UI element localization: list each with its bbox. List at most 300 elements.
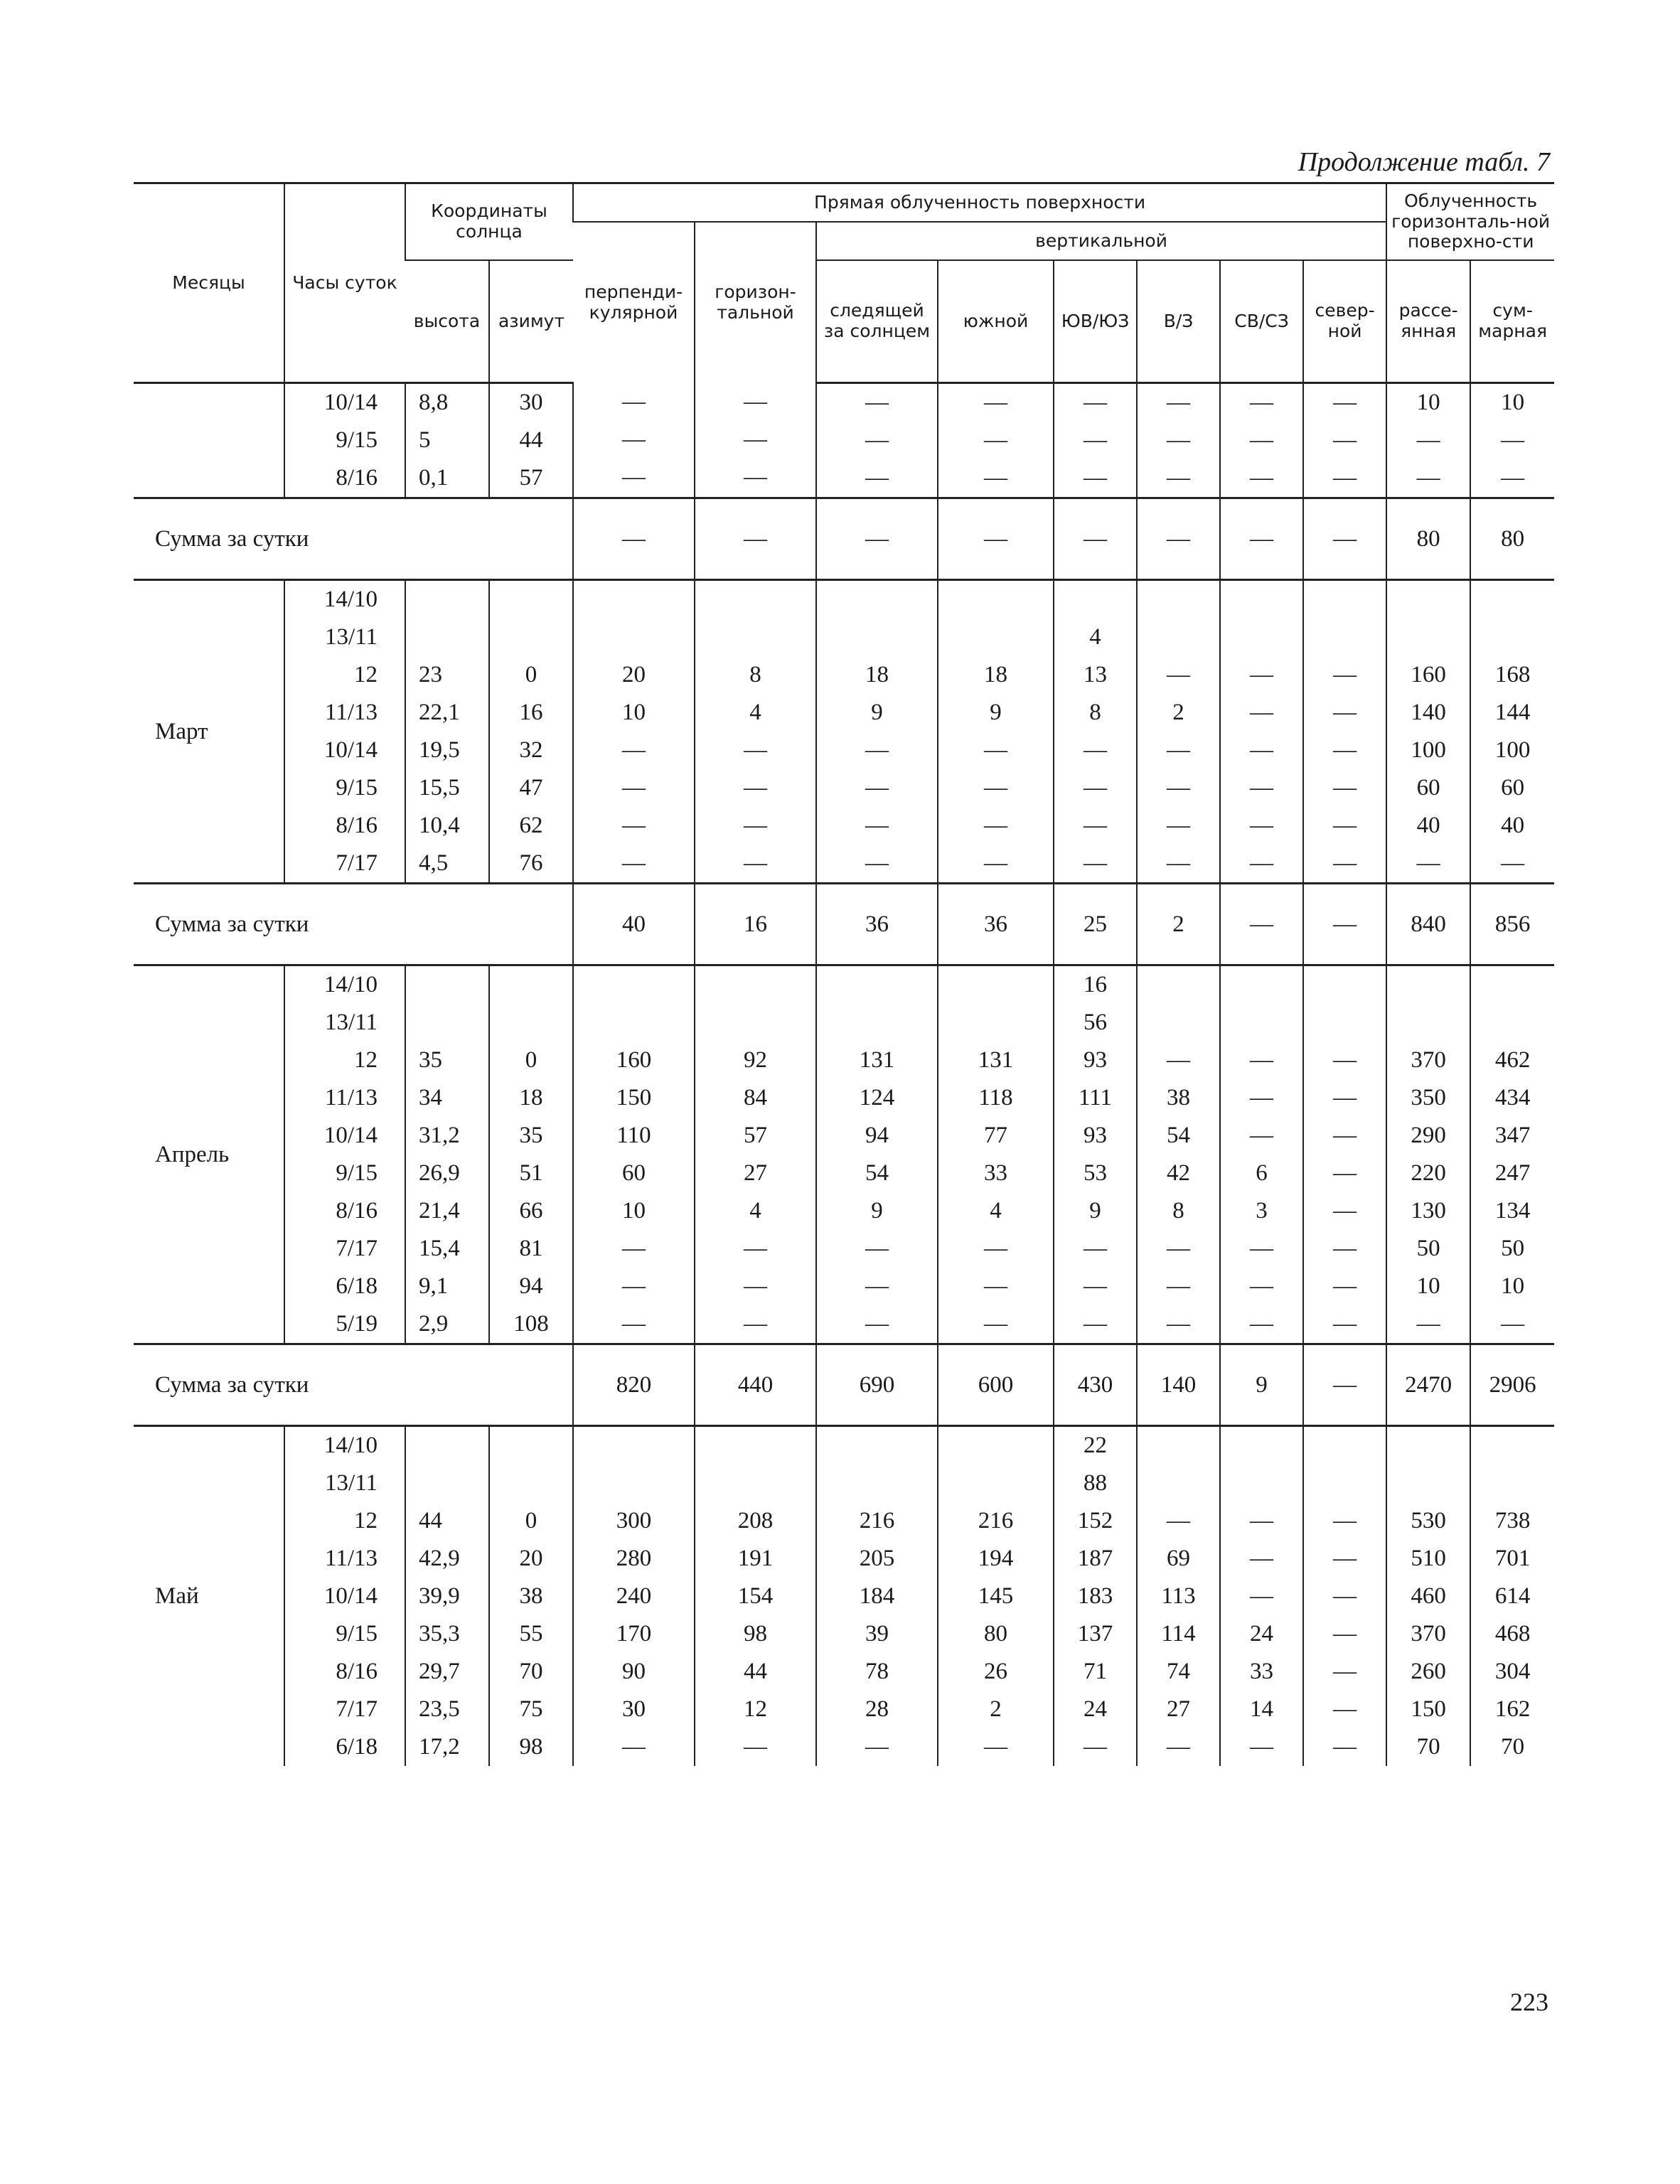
azimuth-cell bbox=[490, 581, 572, 619]
total-column bbox=[1470, 1426, 1554, 1767]
azimuth-cell: 108 bbox=[513, 1311, 549, 1337]
south-cell: 118 bbox=[978, 1085, 1013, 1110]
ne-nw-cell bbox=[1221, 1004, 1302, 1042]
header-vertical: вертикальной bbox=[816, 222, 1386, 260]
azimuth-cell: 0 bbox=[525, 1508, 537, 1533]
month-block bbox=[134, 965, 1554, 1344]
total-cell: — bbox=[1501, 1311, 1525, 1337]
altitude-column bbox=[405, 580, 489, 884]
altitude-cell bbox=[419, 1465, 488, 1502]
diffuse-cell: — bbox=[1416, 1311, 1440, 1337]
horizontal-cell bbox=[695, 1465, 815, 1502]
azimuth-cell bbox=[490, 1465, 572, 1502]
ne-nw-cell: — bbox=[1250, 1311, 1274, 1337]
tracking-cell: — bbox=[865, 775, 889, 801]
se-sw-cell: 111 bbox=[1078, 1085, 1113, 1110]
se-sw-column bbox=[1054, 383, 1137, 498]
altitude-cell: 5 bbox=[419, 427, 431, 453]
se-sw-cell: — bbox=[1084, 1734, 1108, 1760]
ne-nw-cell: — bbox=[1250, 427, 1274, 453]
ne-nw-cell: — bbox=[1250, 1123, 1274, 1148]
azimuth-column bbox=[489, 1426, 573, 1767]
total-cell bbox=[1471, 1004, 1554, 1042]
diffuse-column bbox=[1386, 580, 1470, 884]
tracking-cell bbox=[817, 966, 937, 1004]
altitude-cell: 19,5 bbox=[419, 737, 460, 763]
azimuth-cell: 51 bbox=[519, 1160, 543, 1186]
perpendicular-cell: — bbox=[622, 426, 646, 452]
e-w-cell: — bbox=[1167, 1311, 1191, 1337]
hours-cell: 9/15 bbox=[336, 427, 378, 453]
tracking-column bbox=[816, 383, 938, 498]
altitude-cell bbox=[419, 1427, 488, 1465]
diffuse-cell bbox=[1387, 1004, 1470, 1042]
altitude-cell: 2,9 bbox=[419, 1311, 449, 1337]
se-sw-cell: — bbox=[1084, 737, 1108, 763]
tracking-cell: 18 bbox=[865, 662, 889, 687]
azimuth-cell bbox=[490, 1427, 572, 1465]
horizontal-cell bbox=[695, 581, 815, 619]
ne-nw-cell bbox=[1221, 1427, 1302, 1465]
se-sw-cell: 93 bbox=[1084, 1047, 1108, 1073]
hours-cell: 5/19 bbox=[336, 1311, 378, 1337]
se-sw-column bbox=[1054, 1426, 1137, 1767]
se-sw-cell: 71 bbox=[1084, 1659, 1108, 1684]
total-cell bbox=[1471, 581, 1554, 619]
south-cell: 2 bbox=[990, 1696, 1002, 1722]
total-cell: — bbox=[1501, 465, 1525, 491]
se-sw-cell: 187 bbox=[1077, 1546, 1113, 1571]
azimuth-cell: 44 bbox=[519, 427, 543, 453]
e-w-cell: — bbox=[1167, 427, 1191, 453]
hours-cell: 8/16 bbox=[336, 1659, 378, 1684]
total-cell: 304 bbox=[1494, 1659, 1531, 1684]
total-cell: 347 bbox=[1494, 1123, 1531, 1148]
horizontal-cell: 154 bbox=[737, 1583, 774, 1609]
perpendicular-cell: 150 bbox=[616, 1085, 652, 1110]
total-cell: 468 bbox=[1494, 1621, 1531, 1647]
diffuse-cell: 130 bbox=[1411, 1198, 1446, 1224]
se-sw-cell: — bbox=[1084, 1311, 1108, 1337]
azimuth-cell: 0 bbox=[525, 1047, 537, 1073]
azimuth-cell: 38 bbox=[519, 1583, 543, 1609]
e-w-cell: — bbox=[1167, 465, 1191, 491]
tracking-cell: 216 bbox=[859, 1508, 895, 1533]
e-w-cell: — bbox=[1167, 1236, 1191, 1261]
tracking-cell: — bbox=[865, 850, 889, 876]
horizontal-cell: 8 bbox=[749, 662, 761, 687]
azimuth-cell: 0 bbox=[525, 662, 537, 687]
se-sw-cell: 13 bbox=[1084, 662, 1108, 687]
se-sw-cell: 24 bbox=[1084, 1696, 1108, 1722]
total-column bbox=[1470, 580, 1554, 884]
altitude-column bbox=[405, 383, 489, 498]
ne-nw-cell: — bbox=[1250, 1273, 1274, 1299]
daily-sum-label: Сумма за сутки bbox=[134, 884, 573, 965]
total-cell: 162 bbox=[1494, 1696, 1531, 1722]
ne-nw-column bbox=[1220, 1426, 1303, 1767]
azimuth-cell: 55 bbox=[519, 1621, 543, 1647]
header-perpendicular: перпенди-кулярной bbox=[584, 282, 683, 323]
tracking-cell: 9 bbox=[871, 1198, 883, 1224]
azimuth-cell: 32 bbox=[519, 737, 543, 763]
ne-nw-cell: 3 bbox=[1256, 1198, 1268, 1224]
daily-sum-row bbox=[134, 498, 1554, 580]
north-column bbox=[1303, 580, 1386, 884]
north-cell: — bbox=[1333, 737, 1357, 763]
hours-cell: 10/14 bbox=[323, 737, 378, 763]
e-w-cell: 42 bbox=[1167, 1160, 1191, 1186]
se-sw-cell bbox=[1054, 581, 1136, 619]
diffuse-cell: 530 bbox=[1411, 1508, 1446, 1533]
hours-cell: 12 bbox=[354, 662, 378, 687]
south-cell: — bbox=[984, 1236, 1008, 1261]
north-cell: — bbox=[1333, 700, 1357, 725]
header-total: сум-марная bbox=[1470, 260, 1554, 383]
azimuth-cell bbox=[490, 1004, 572, 1042]
se-sw-cell: — bbox=[1084, 1236, 1108, 1261]
ne-nw-cell: — bbox=[1250, 813, 1274, 838]
month-name bbox=[134, 1426, 284, 1767]
south-column bbox=[938, 965, 1054, 1344]
total-cell: 738 bbox=[1494, 1508, 1531, 1533]
ne-nw-cell: — bbox=[1250, 850, 1274, 876]
azimuth-cell: 81 bbox=[519, 1236, 543, 1261]
daily-sum-ne-nw: — bbox=[1220, 884, 1303, 965]
azimuth-cell bbox=[490, 966, 572, 1004]
month-name bbox=[134, 965, 284, 1344]
diffuse-cell: 100 bbox=[1411, 737, 1446, 763]
perpendicular-cell: 280 bbox=[616, 1546, 652, 1571]
daily-sum-total: 80 bbox=[1470, 498, 1554, 580]
horizontal-cell bbox=[695, 1004, 815, 1042]
south-cell: — bbox=[984, 1734, 1008, 1760]
diffuse-column bbox=[1386, 965, 1470, 1344]
tracking-cell: — bbox=[865, 1311, 889, 1337]
altitude-cell: 17,2 bbox=[419, 1734, 460, 1760]
daily-sum-label: Сумма за сутки bbox=[134, 498, 573, 580]
altitude-cell: 39,9 bbox=[419, 1583, 460, 1609]
se-sw-cell: — bbox=[1084, 775, 1108, 801]
e-w-cell: 27 bbox=[1167, 1696, 1191, 1722]
month-name bbox=[134, 580, 284, 884]
ne-nw-cell: 6 bbox=[1256, 1160, 1268, 1186]
daily-sum-tracking: 690 bbox=[816, 1344, 938, 1426]
horizontal-cell: 208 bbox=[737, 1508, 774, 1533]
e-w-cell bbox=[1138, 1465, 1219, 1502]
total-cell: 462 bbox=[1494, 1047, 1531, 1073]
perpendicular-cell: 10 bbox=[622, 700, 646, 725]
e-w-cell: — bbox=[1167, 662, 1191, 687]
e-w-cell: 2 bbox=[1172, 700, 1184, 725]
diffuse-cell: 50 bbox=[1416, 1236, 1440, 1261]
header-ne-nw: СВ/СЗ bbox=[1220, 260, 1303, 383]
tracking-cell: 54 bbox=[865, 1160, 889, 1186]
perpendicular-column bbox=[573, 965, 695, 1344]
south-cell: 216 bbox=[978, 1508, 1014, 1533]
header-altitude: высота bbox=[405, 260, 489, 383]
header-south: южной bbox=[938, 260, 1054, 383]
diffuse-cell bbox=[1387, 1465, 1470, 1502]
horizontal-cell: — bbox=[744, 1734, 768, 1760]
hours-cell: 14/10 bbox=[323, 1433, 378, 1458]
daily-sum-tracking: 36 bbox=[816, 884, 938, 965]
south-cell: — bbox=[984, 390, 1008, 415]
altitude-cell: 23,5 bbox=[419, 1696, 460, 1722]
horizontal-column bbox=[695, 383, 816, 498]
north-cell: — bbox=[1333, 1047, 1357, 1073]
south-cell: — bbox=[984, 1311, 1008, 1337]
hours-cell: 13/11 bbox=[325, 1470, 378, 1496]
south-cell: 80 bbox=[984, 1621, 1008, 1647]
north-cell: — bbox=[1333, 1236, 1357, 1261]
altitude-cell: 10,4 bbox=[419, 813, 460, 838]
north-cell bbox=[1304, 619, 1386, 656]
se-sw-cell: — bbox=[1084, 850, 1108, 876]
total-cell: 144 bbox=[1494, 700, 1531, 725]
perpendicular-column bbox=[573, 383, 695, 498]
perpendicular-cell: — bbox=[622, 850, 646, 876]
perpendicular-cell bbox=[574, 581, 694, 619]
total-cell bbox=[1471, 1427, 1554, 1465]
month-label: Март bbox=[155, 718, 208, 744]
diffuse-cell: 140 bbox=[1411, 700, 1446, 725]
altitude-cell: 35 bbox=[419, 1047, 442, 1073]
south-cell bbox=[938, 619, 1053, 656]
south-cell: — bbox=[984, 813, 1008, 838]
diffuse-cell bbox=[1387, 581, 1470, 619]
hours-cell: 11/13 bbox=[325, 1085, 378, 1110]
total-cell: 434 bbox=[1494, 1085, 1531, 1110]
hours-cell: 7/17 bbox=[336, 850, 378, 876]
daily-sum-row bbox=[134, 884, 1554, 965]
ne-nw-cell bbox=[1221, 619, 1302, 656]
total-cell: 168 bbox=[1494, 662, 1531, 687]
azimuth-cell: 66 bbox=[519, 1198, 543, 1224]
tracking-cell: 9 bbox=[871, 700, 883, 725]
horizontal-cell: — bbox=[744, 1236, 768, 1261]
total-cell: 60 bbox=[1501, 775, 1525, 801]
e-w-cell bbox=[1138, 581, 1219, 619]
altitude-cell: 15,4 bbox=[419, 1236, 460, 1261]
perpendicular-cell: — bbox=[622, 1734, 646, 1760]
diffuse-cell: 350 bbox=[1411, 1085, 1446, 1110]
azimuth-cell: 16 bbox=[519, 700, 543, 725]
ne-nw-cell: — bbox=[1250, 1085, 1274, 1110]
tracking-cell: 78 bbox=[865, 1659, 889, 1684]
diffuse-cell: — bbox=[1416, 465, 1440, 491]
perpendicular-cell: — bbox=[622, 1273, 646, 1299]
altitude-column bbox=[405, 1426, 489, 1767]
south-column bbox=[938, 1426, 1054, 1767]
hours-cell: 12 bbox=[354, 1047, 378, 1073]
north-cell: — bbox=[1333, 1546, 1357, 1571]
altitude-cell bbox=[419, 966, 488, 1004]
se-sw-cell: 93 bbox=[1084, 1123, 1108, 1148]
ne-nw-cell: — bbox=[1250, 1236, 1274, 1261]
south-cell bbox=[938, 1004, 1053, 1042]
header-diffuse: рассе-янная bbox=[1386, 260, 1470, 383]
header-azimuth: азимут bbox=[489, 260, 573, 383]
altitude-cell: 4,5 bbox=[419, 850, 449, 876]
horizontal-column bbox=[695, 580, 816, 884]
perpendicular-cell: 300 bbox=[616, 1508, 652, 1533]
daily-sum-diffuse: 2470 bbox=[1386, 1344, 1470, 1426]
perpendicular-cell: — bbox=[622, 464, 646, 490]
tracking-cell bbox=[817, 1427, 937, 1465]
total-cell: 10 bbox=[1501, 1273, 1525, 1299]
horizontal-cell: 27 bbox=[744, 1160, 768, 1186]
south-cell: — bbox=[984, 737, 1008, 763]
azimuth-column bbox=[489, 383, 573, 498]
tracking-column bbox=[816, 965, 938, 1344]
tracking-cell: — bbox=[865, 427, 889, 453]
total-column bbox=[1470, 965, 1554, 1344]
tracking-cell: 131 bbox=[859, 1047, 895, 1073]
altitude-cell bbox=[419, 1004, 488, 1042]
horizontal-cell: 4 bbox=[749, 700, 761, 725]
hours-cell: 11/13 bbox=[325, 700, 378, 725]
tracking-column bbox=[816, 1426, 938, 1767]
se-sw-cell: 16 bbox=[1084, 972, 1108, 997]
perpendicular-cell: — bbox=[622, 775, 646, 801]
e-w-cell: — bbox=[1167, 813, 1191, 838]
e-w-column bbox=[1137, 580, 1220, 884]
hours-cell: 7/17 bbox=[336, 1236, 378, 1261]
diffuse-cell bbox=[1387, 966, 1470, 1004]
horizontal-cell: — bbox=[744, 1273, 768, 1299]
se-sw-cell: — bbox=[1084, 465, 1108, 491]
tracking-cell bbox=[817, 619, 937, 656]
tracking-cell: 124 bbox=[859, 1085, 895, 1110]
azimuth-cell: 30 bbox=[519, 390, 543, 415]
hours-column bbox=[284, 580, 405, 884]
total-cell: 701 bbox=[1494, 1546, 1531, 1571]
daily-sum-ne-nw: — bbox=[1220, 498, 1303, 580]
e-w-column bbox=[1137, 1426, 1220, 1767]
ne-nw-column bbox=[1220, 383, 1303, 498]
horizontal-column bbox=[695, 1426, 816, 1767]
ne-nw-cell bbox=[1221, 1465, 1302, 1502]
horizontal-cell: 57 bbox=[744, 1123, 768, 1148]
hours-cell: 8/16 bbox=[336, 1198, 378, 1224]
daily-sum-north: — bbox=[1303, 498, 1386, 580]
hours-column bbox=[284, 1426, 405, 1767]
south-cell: — bbox=[984, 1273, 1008, 1299]
daily-sum-se-sw: 430 bbox=[1054, 1344, 1137, 1426]
south-column bbox=[938, 383, 1054, 498]
header-months: Месяцы bbox=[134, 183, 284, 383]
hours-cell: 11/13 bbox=[325, 1546, 378, 1571]
altitude-cell bbox=[419, 619, 488, 656]
horizontal-cell: 191 bbox=[737, 1546, 774, 1571]
north-cell: — bbox=[1333, 1621, 1357, 1647]
hours-column bbox=[284, 965, 405, 1344]
daily-sum-horizontal: — bbox=[695, 498, 816, 580]
daily-sum-e-w: 2 bbox=[1137, 884, 1220, 965]
hours-column bbox=[284, 383, 405, 498]
south-cell bbox=[938, 966, 1053, 1004]
table-header bbox=[134, 183, 1554, 383]
north-column bbox=[1303, 965, 1386, 1344]
month-block bbox=[134, 580, 1554, 884]
ne-nw-cell: — bbox=[1250, 1734, 1274, 1760]
tracking-cell: 205 bbox=[859, 1546, 895, 1571]
perpendicular-cell: 30 bbox=[622, 1696, 646, 1722]
azimuth-column bbox=[489, 965, 573, 1344]
diffuse-cell: 220 bbox=[1411, 1160, 1446, 1186]
e-w-cell: 114 bbox=[1161, 1621, 1196, 1647]
daily-sum-diffuse: 840 bbox=[1386, 884, 1470, 965]
daily-sum-south: 36 bbox=[938, 884, 1054, 965]
altitude-cell: 42,9 bbox=[419, 1546, 460, 1571]
total-cell: — bbox=[1501, 850, 1525, 876]
horizontal-cell: 4 bbox=[749, 1198, 761, 1224]
ne-nw-cell: — bbox=[1250, 1508, 1274, 1533]
south-cell: 194 bbox=[978, 1546, 1014, 1571]
north-column bbox=[1303, 383, 1386, 498]
e-w-cell: — bbox=[1167, 775, 1191, 801]
e-w-cell: 38 bbox=[1167, 1085, 1191, 1110]
south-cell: 9 bbox=[990, 700, 1002, 725]
ne-nw-cell: — bbox=[1250, 390, 1274, 415]
e-w-cell: — bbox=[1167, 1273, 1191, 1299]
altitude-cell bbox=[419, 581, 488, 619]
total-cell: 10 bbox=[1501, 390, 1525, 415]
altitude-cell: 21,4 bbox=[419, 1198, 460, 1224]
se-sw-cell: 152 bbox=[1077, 1508, 1113, 1533]
north-cell bbox=[1304, 1427, 1386, 1465]
horizontal-cell: — bbox=[744, 737, 768, 763]
diffuse-cell: 10 bbox=[1416, 390, 1440, 415]
horizontal-cell: 98 bbox=[744, 1621, 768, 1647]
tracking-cell bbox=[817, 1465, 937, 1502]
altitude-cell: 29,7 bbox=[419, 1659, 460, 1684]
header-north: север-ной bbox=[1303, 260, 1386, 383]
e-w-column bbox=[1137, 965, 1220, 1344]
perpendicular-column bbox=[573, 1426, 695, 1767]
altitude-cell: 8,8 bbox=[419, 390, 449, 415]
tracking-cell: — bbox=[865, 465, 889, 491]
perpendicular-cell bbox=[574, 1004, 694, 1042]
e-w-cell bbox=[1138, 1004, 1219, 1042]
se-sw-cell: 9 bbox=[1089, 1198, 1101, 1224]
daily-sum-tracking: — bbox=[816, 498, 938, 580]
se-sw-cell: 183 bbox=[1077, 1583, 1113, 1609]
north-cell: — bbox=[1333, 1273, 1357, 1299]
total-column bbox=[1470, 383, 1554, 498]
diffuse-cell: 70 bbox=[1416, 1734, 1440, 1760]
diffuse-cell: 260 bbox=[1411, 1659, 1446, 1684]
ne-nw-cell bbox=[1221, 966, 1302, 1004]
perpendicular-cell bbox=[574, 966, 694, 1004]
se-sw-column bbox=[1054, 965, 1137, 1344]
month-name bbox=[134, 383, 284, 498]
table-caption: Продолжение табл. 7 bbox=[1298, 147, 1550, 177]
tracking-column bbox=[816, 580, 938, 884]
south-column bbox=[938, 580, 1054, 884]
e-w-cell bbox=[1138, 1427, 1219, 1465]
daily-sum-south: 600 bbox=[938, 1344, 1054, 1426]
north-cell: — bbox=[1333, 813, 1357, 838]
header-sun-coords: Координаты солнца bbox=[405, 183, 573, 261]
azimuth-cell: 94 bbox=[519, 1273, 543, 1299]
daily-sum-perpendicular: 40 bbox=[573, 884, 695, 965]
altitude-cell: 15,5 bbox=[419, 775, 460, 801]
hours-cell: 9/15 bbox=[336, 1160, 378, 1186]
horizontal-cell: — bbox=[744, 775, 768, 801]
horizontal-cell: 44 bbox=[744, 1659, 768, 1684]
